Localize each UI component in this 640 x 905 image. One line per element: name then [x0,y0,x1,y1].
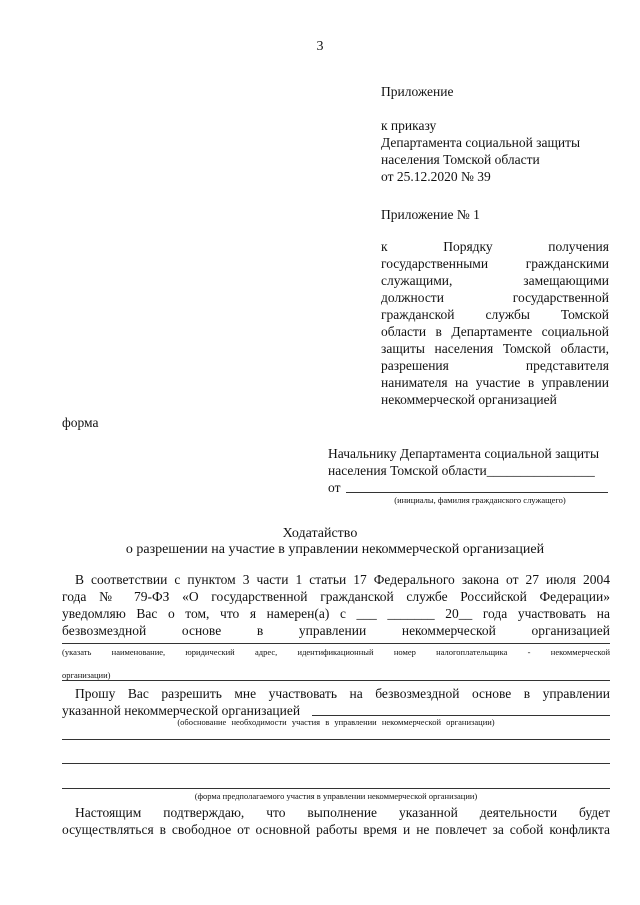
justification-hint: (обоснование необходимости участия в управлении некоммерческой организации) [177,717,495,727]
paragraph-line: В соответствии с пунктом 3 части 1 статьи 17 Федерального закона от 27 июля 2004 [75,572,610,587]
paragraph-2-line: указанной некоммерческой организацией [62,703,301,718]
paragraph-3 [62,804,610,838]
order-reference [381,117,580,185]
order-line: населения Томской области [381,152,540,167]
from-field-line [346,492,608,493]
justification-line-3 [62,763,610,764]
addressee-line: Начальнику Департамента социальной защиты [328,446,600,461]
appendix-1-text [381,238,609,408]
appendix-1-line: области в Департаменте социальной [381,324,609,339]
justification-field-line [312,715,610,716]
paragraph-line: Настоящим подтверждаю, что выполнение указанной деятельности будет [75,805,610,820]
page-number: 3 [316,39,324,54]
org-hint-cont: организации) [62,670,111,680]
paragraph-1 [62,571,610,639]
appendix-title: Приложение [381,84,454,99]
org-field-line [62,643,610,644]
appendix-1-line: государственными гражданскими [381,256,609,271]
appendix-1-line: разрешения представителя [381,358,609,373]
org-field-line-2 [62,680,610,681]
addressee-line: населения Томской области________________ [328,463,595,478]
order-line: к приказу [381,118,437,133]
petition-subtitle: о разрешении на участие в управлении некоммерческой организацией [125,542,545,557]
appendix-1-line: гражданской службы Томской [381,307,609,322]
org-hint: (указать наименование, юридический адрес, идентификационный номер налогоплательщика - некоммерческой [62,647,610,657]
paragraph-line: года № 79-ФЗ «О государственной гражданской службе Российской Федерации» [62,589,610,604]
paragraph-line: безвозмездной основе в управлении некоммерческой организацией [62,623,610,638]
paragraph-line: осуществляться в свободное от основной работы время и не повлечет за собой конфликта [62,822,610,837]
petition-title: Ходатайство [282,526,358,541]
appendix-1-line: нанимателя на участие в управлении [381,375,609,390]
appendix-1-line: защиты населения Томской области, [381,341,609,356]
order-line: Департамента социальной защиты [381,135,581,150]
appendix-1-title: Приложение № 1 [381,207,480,222]
paragraph-2-line: Прошу Вас разрешить мне участвовать на безвозмездной основе в управлении [75,686,610,701]
order-line: от 25.12.2020 № 39 [381,169,491,184]
appendix-1-line: к Порядку получения [381,239,609,254]
from-label: от [328,480,341,495]
form-hint: (форма предполагаемого участия в управлении некоммерческой организации) [194,791,478,801]
justification-line-2 [62,739,610,740]
form-label: форма [62,415,99,430]
from-hint: (инициалы, фамилия гражданского служащего) [394,495,566,505]
appendix-1-line: служащими, замещающими [381,273,609,288]
appendix-1-line: некоммерческой организацией [381,392,557,407]
form-field-line [62,788,610,789]
paragraph-line: уведомляю Вас о том, что я намерен(а) с ___ _______ 20__ года участвовать на [62,606,610,621]
appendix-1-line: должности государственной [381,290,609,305]
